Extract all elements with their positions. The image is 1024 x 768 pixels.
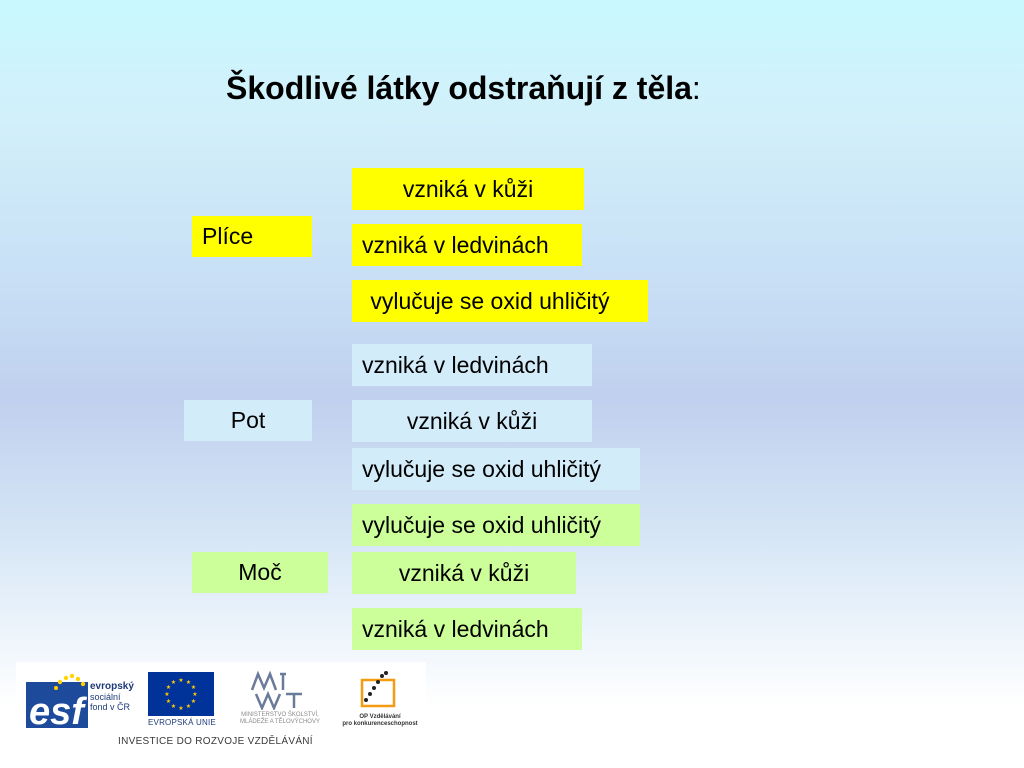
svg-text:★: ★	[190, 698, 197, 705]
svg-text:esf: esf	[29, 691, 84, 728]
investice-caption: INVESTICE DO ROZVOJE VZDĚLÁVÁNÍ	[118, 736, 313, 747]
option-moc-2[interactable]: vzniká v kůži	[352, 552, 576, 594]
op-vzdelavani-logo-icon	[356, 670, 400, 710]
esf-logo-icon	[26, 672, 88, 728]
op-line-2: pro konkurenceschopnost	[342, 721, 418, 727]
option-plice-3[interactable]: vylučuje se oxid uhličitý	[352, 280, 648, 322]
esf-line-3: fond v ČR	[90, 702, 131, 712]
svg-text:★: ★	[165, 684, 172, 691]
option-pot-2[interactable]: vzniká v kůži	[352, 400, 592, 442]
svg-text:★: ★	[170, 679, 177, 686]
msmt-line-2: MLÁDEŽE A TĚLOVÝCHOVY	[240, 719, 320, 725]
label-moc[interactable]: Moč	[192, 552, 328, 593]
eu-flag-icon	[148, 672, 214, 716]
eu-logo-text: EVROPSKÁ UNIE	[148, 718, 216, 727]
funding-logos-bar	[16, 662, 426, 754]
option-plice-2[interactable]: vzniká v ledvinách	[352, 224, 582, 266]
svg-text:★: ★	[170, 703, 177, 710]
option-pot-3[interactable]: vylučuje se oxid uhličitý	[352, 448, 640, 490]
label-plice[interactable]: Plíce	[192, 216, 312, 257]
label-pot[interactable]: Pot	[184, 400, 312, 441]
msmt-line-1: MINISTERSTVO ŠKOLSTVÍ,	[241, 712, 319, 718]
option-moc-1[interactable]: vylučuje se oxid uhličitý	[352, 504, 640, 546]
esf-line-2: sociální	[90, 692, 121, 702]
slide-title-colon: :	[691, 70, 701, 106]
svg-text:★: ★	[192, 691, 198, 698]
svg-text:★: ★	[178, 677, 184, 684]
svg-text:★: ★	[190, 684, 197, 691]
esf-logo-text	[90, 682, 134, 712]
option-plice-1[interactable]: vzniká v kůži	[352, 168, 584, 210]
slide-title-text: Škodlivé látky odstraňují z těla	[226, 70, 692, 106]
svg-text:★: ★	[185, 703, 192, 710]
svg-text:★: ★	[164, 691, 170, 698]
svg-text:★: ★	[185, 679, 192, 686]
option-pot-1[interactable]: vzniká v ledvinách	[352, 344, 592, 386]
slide-title	[226, 70, 701, 107]
svg-text:★: ★	[165, 698, 172, 705]
msmt-logo-icon	[248, 670, 308, 710]
op-logo-text	[338, 714, 422, 728]
option-moc-3[interactable]: vzniká v ledvinách	[352, 608, 582, 650]
op-line-1: OP Vzdělávání	[359, 714, 401, 720]
svg-text:★: ★	[178, 705, 184, 712]
esf-line-1: evropský	[90, 681, 134, 692]
msmt-logo-text	[222, 712, 338, 726]
